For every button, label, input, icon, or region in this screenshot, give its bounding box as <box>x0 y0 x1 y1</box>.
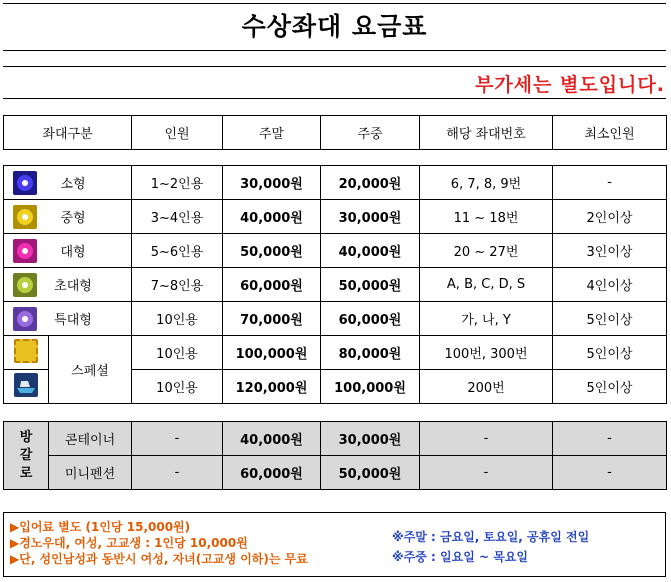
row-people: 10인용 <box>132 336 223 370</box>
row-weekend: 120,000원 <box>223 370 321 404</box>
table-row <box>4 200 667 234</box>
violet-circle-icon <box>13 307 37 331</box>
row-name: 콘테이너 <box>49 422 132 456</box>
row-min: 5인이상 <box>553 336 667 370</box>
row-min: 3인이상 <box>553 234 667 268</box>
note-item: ▶입어료 별도 (1인당 15,000원) <box>10 520 191 534</box>
row-min: - <box>553 456 667 490</box>
note-item: ▶경노우대, 여성, 고교생 : 1인당 10,000원 <box>10 536 248 550</box>
table-row <box>4 268 667 302</box>
row-weekday: 60,000원 <box>321 302 420 336</box>
row-people: 3~4인용 <box>132 200 223 234</box>
row-min: 5인이상 <box>553 302 667 336</box>
row-min: - <box>553 422 667 456</box>
row-min: - <box>553 166 667 200</box>
rate-table <box>3 115 667 490</box>
table-row <box>4 234 667 268</box>
row-people: 7~8인용 <box>132 268 223 302</box>
row-people: - <box>132 422 223 456</box>
row-people: 10인용 <box>132 302 223 336</box>
divider <box>3 98 666 99</box>
col-header-min: 최소인원 <box>553 116 667 150</box>
row-weekend: 40,000원 <box>223 200 321 234</box>
row-weekend: 60,000원 <box>223 456 321 490</box>
row-name: 미니펜션 <box>49 456 132 490</box>
row-weekday: 50,000원 <box>321 268 420 302</box>
row-weekend: 50,000원 <box>223 234 321 268</box>
row-min: 2인이상 <box>553 200 667 234</box>
row-name: 초대형 <box>54 279 92 294</box>
row-seats: 6, 7, 8, 9번 <box>420 166 553 200</box>
table-row <box>4 422 667 456</box>
row-seats: 11 ~ 18번 <box>420 200 553 234</box>
row-min: 4인이상 <box>553 268 667 302</box>
boat-icon <box>14 373 38 397</box>
notes-right <box>392 527 589 567</box>
col-header-weekend: 주말 <box>223 116 321 150</box>
note-item: ※주말 : 금요일, 토요일, 공휴일 전일 <box>392 530 590 544</box>
col-header-weekday: 주중 <box>321 116 420 150</box>
divider <box>3 66 666 67</box>
special-frame-icon <box>14 339 38 363</box>
row-seats: - <box>420 456 553 490</box>
col-header-type: 좌대구분 <box>4 116 132 150</box>
row-weekday: 40,000원 <box>321 234 420 268</box>
row-weekend: 70,000원 <box>223 302 321 336</box>
row-seats: 200번 <box>420 370 553 404</box>
row-weekday: 80,000원 <box>321 336 420 370</box>
row-weekend: 60,000원 <box>223 268 321 302</box>
row-weekend: 100,000원 <box>223 336 321 370</box>
row-name: 특대형 <box>54 313 92 328</box>
row-name: 소형 <box>60 177 86 192</box>
footer-notes <box>3 512 666 577</box>
green-circle-icon <box>13 273 37 297</box>
row-weekday: 20,000원 <box>321 166 420 200</box>
row-seats: 100번, 300번 <box>420 336 553 370</box>
row-people: 5~6인용 <box>132 234 223 268</box>
row-seats: - <box>420 422 553 456</box>
row-min: 5인이상 <box>553 370 667 404</box>
row-weekend: 40,000원 <box>223 422 321 456</box>
row-weekday: 30,000원 <box>321 422 420 456</box>
row-weekday: 30,000원 <box>321 200 420 234</box>
row-weekday: 100,000원 <box>321 370 420 404</box>
note-item: ※주중 : 일요일 ~ 목요일 <box>392 550 528 564</box>
col-header-seats: 해당 좌대번호 <box>420 116 553 150</box>
table-row <box>4 302 667 336</box>
table-header-row <box>4 116 667 150</box>
row-people: - <box>132 456 223 490</box>
table-row <box>4 336 667 370</box>
row-name: 중형 <box>60 211 86 226</box>
row-weekday: 50,000원 <box>321 456 420 490</box>
row-weekend: 30,000원 <box>223 166 321 200</box>
pink-circle-icon <box>13 239 37 263</box>
row-seats: A, B, C, D, S <box>420 268 553 302</box>
row-name: 스페셜 <box>49 336 132 404</box>
table-row <box>4 456 667 490</box>
bungalow-side-label: 방 갈 로 <box>4 422 49 490</box>
row-seats: 가, 나, Y <box>420 302 553 336</box>
yellow-circle-icon <box>13 205 37 229</box>
col-header-people: 인원 <box>132 116 223 150</box>
purple-circle-icon <box>13 171 37 195</box>
table-row <box>4 166 667 200</box>
row-people: 1~2인용 <box>132 166 223 200</box>
vat-notice: 부가세는 별도입니다. <box>474 74 665 96</box>
page-title: 수상좌대 요금표 <box>3 3 666 51</box>
row-people: 10인용 <box>132 370 223 404</box>
row-name: 대형 <box>60 245 86 260</box>
row-seats: 20 ~ 27번 <box>420 234 553 268</box>
note-item: ▶단, 성인남성과 동반시 여성, 자녀(고교생 이하)는 무료 <box>10 552 308 566</box>
notes-left <box>10 519 308 567</box>
